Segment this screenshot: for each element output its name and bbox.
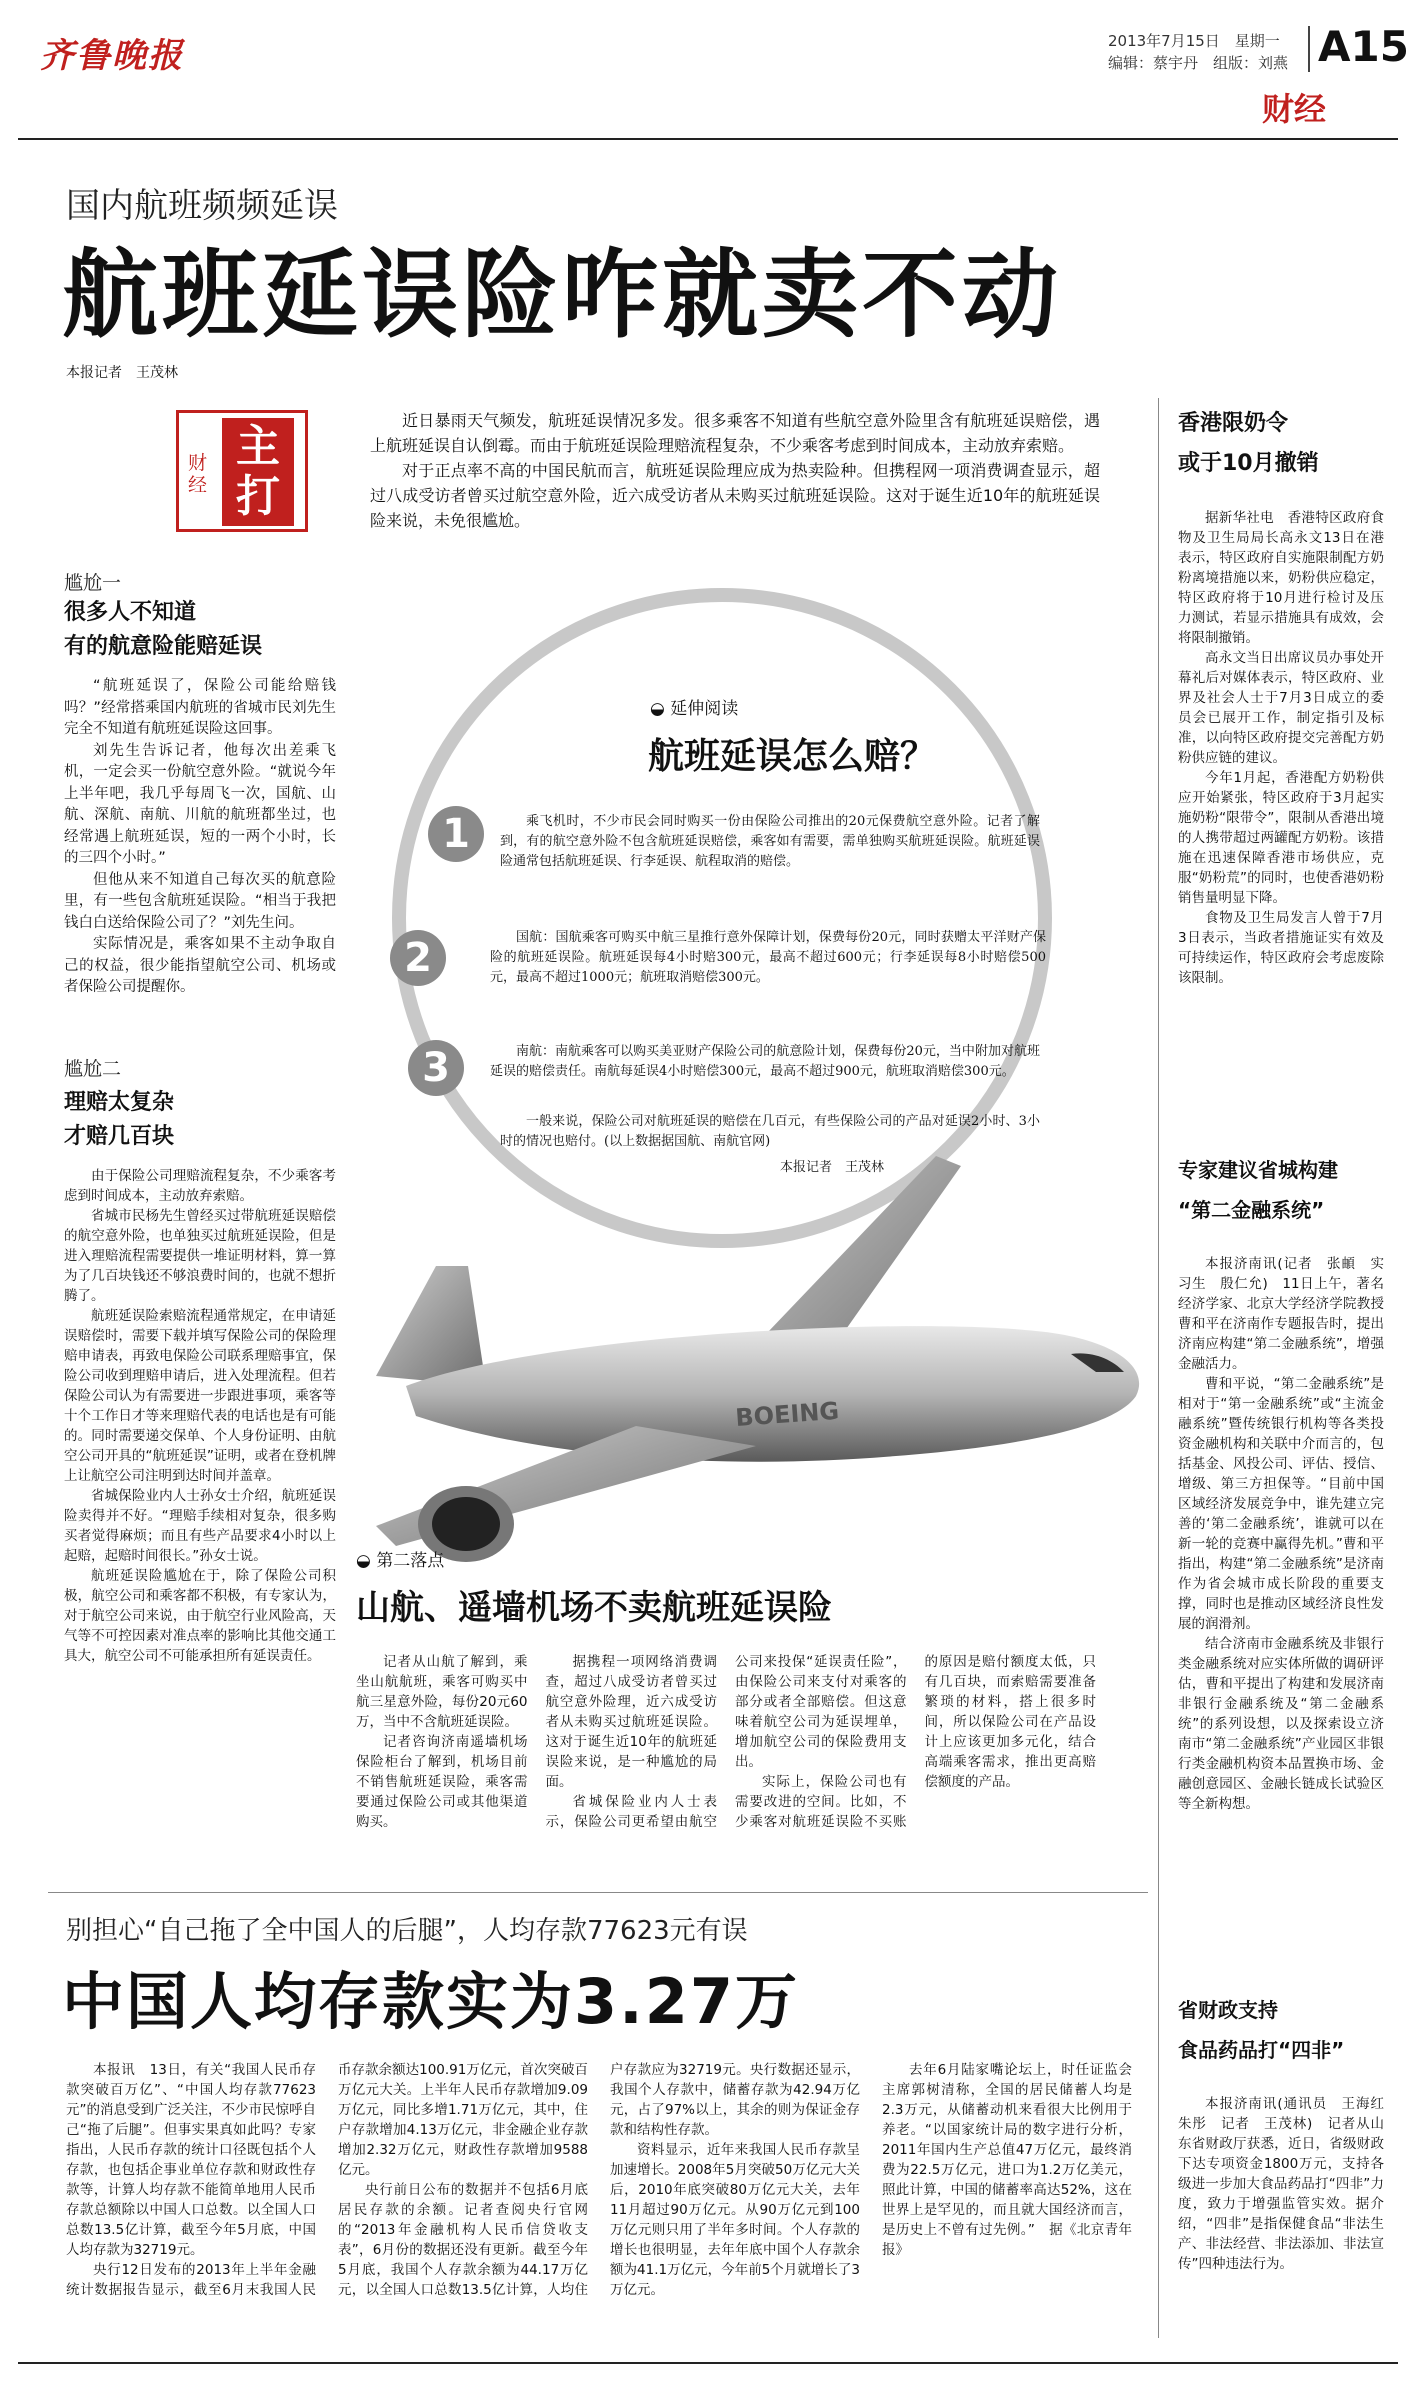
circle-item-text: 乘飞机时，不少市民会同时购买一份由保险公司推出的20元保费航空意外险。记者了解到，有的航空意外险不包含航班延误赔偿，乘客如有需要，需单独购买航班延误险。航班延误险通常包括航班延误、行李延误、航程取消的赔偿。 bbox=[500, 814, 1040, 869]
s2-body bbox=[64, 1166, 336, 1666]
side2-paragraph: 结合济南市金融系统及非银行类金融系统对应实体所做的调研评估，曹和平提出了构建和发展济南非银行金融系统及“第二金融系统”的系列设想，以及探索设立济南市“第二金融系统”产业园区非银行类金融机构资本品置换市场、金融创意园区、金融长链成长试验区等全新构想。 bbox=[1178, 1636, 1384, 1812]
section-name: 财经 bbox=[1262, 90, 1327, 128]
side1-paragraph: 食物及卫生局发言人曾于7月3日表示，当政者措施证实有效及可持续运作，特区政府会考虑废除该限制。 bbox=[1178, 910, 1384, 986]
s1-paragraph: 实际情况是，乘客如果不主动争取自己的权益，很少能指望航空公司、机场或者保险公司提醒你。 bbox=[64, 936, 336, 995]
s3-paragraph: 记者从山航了解到，乘坐山航航班，乘客可购买中航三星意外险，每份20元60万，当中不含航班延误险。 bbox=[356, 1654, 528, 1730]
side1-paragraph: 高永文当日出席议员办事处开幕礼后对媒体表示，特区政府、业界及社会人士于7月3日成立的委员会已展开工作，制定指引及标准，以向特区政府提交完善配方奶粉供应链的建议。 bbox=[1178, 650, 1384, 766]
s1-body bbox=[64, 676, 336, 999]
side3-body bbox=[1178, 2094, 1398, 2274]
side3-title: 省财政支持 食品药品打“四非” bbox=[1178, 1998, 1345, 2062]
badge-small-text: 财经 bbox=[188, 452, 208, 496]
side1-body bbox=[1178, 508, 1384, 988]
second-body bbox=[66, 2060, 1132, 2350]
side3-paragraph: 本报济南讯(通讯员 王海红 朱彤 记者 王茂林) 记者从山东省财政厅获悉，近日，省级财政下达专项资金1800万元，支持各级进一步加大食品药品打“四非”力度，致力于增强监管实效。据介绍，“四非”是指保健食品“非法生产、非法经营、非法添加、非法宣传”四种违法行为。 bbox=[1178, 2096, 1398, 2272]
airplane-brand-text: BOEING bbox=[734, 1396, 840, 1432]
s3-paragraph: 据携程一项网络消费调查，超过八成受访者曾买过航空意外险理，近六成受访者从未购买过航班延误险。这对于诞生近10年的航班延误险来说，是一种尴尬的局面。 bbox=[545, 1654, 717, 1790]
second-headline: 中国人均存款实为3.27万 bbox=[62, 1965, 799, 2038]
main-lead bbox=[370, 408, 1100, 533]
s2-paragraph: 航班延误险尴尬在于，除了保险公司积极，航空公司和乘客都不积极，有专家认为，对于航空公司来说，由于航空行业风险高，天气等不可控因素对准点率的影响比其他交通工具大，航空公司不可能承担所有延误责任。 bbox=[64, 1568, 336, 1664]
s1-paragraph: 但他从来不知道自己每次买的航意险里，有一些包含航班延误险。“相当于我把钱白白送给保险公司了？”刘先生问。 bbox=[64, 871, 336, 931]
second-paragraph: 资料显示，近年来我国人民币存款呈加速增长。2008年5月突破50万亿元大关后，2010年底突破80万亿元大关，去年11月超过90万亿元。从90万亿元到100万亿元则只用了半年多时间。个人存款的增长也很明显，去年年底中国个人存款余额为41.1万亿元，今年前5个月就增长了3万亿元。 bbox=[610, 2142, 860, 2298]
circle-item-number: 2 bbox=[390, 930, 446, 986]
editor-credits: 编辑：蔡宇丹 组版：刘燕 bbox=[1108, 54, 1289, 72]
newspaper-logo: 齐鲁晚报 bbox=[40, 36, 184, 76]
circle-item-number: 1 bbox=[428, 806, 484, 862]
badge-big-text: 主打 bbox=[222, 418, 294, 526]
second-paragraph: 去年6月陆家嘴论坛上，时任证监会主席郭树清称，全国的居民储蓄人均是2.3万元，从储蓄动机来看很大比例用于养老。“以国家统计局的数字进行分析，2011年国内生产总值47万亿元，最终消费为22.5万亿元，进口为1.2万亿美元，照此计算，中国的储蓄率高达52%，这在世界上是罕见的，而且就大国经济而言，是历史上不曾有过先例。” 据《北京青年报》 bbox=[882, 2062, 1132, 2258]
s1-label: 尴尬一 bbox=[64, 572, 122, 594]
circle-title: 航班延误怎么赔？ bbox=[648, 736, 937, 777]
circle-byline: 本报记者 王茂林 bbox=[780, 1160, 885, 1175]
s3-title: 山航、遥墙机场不卖航班延误险 bbox=[356, 1588, 832, 1628]
s3-paragraph: 省城保险业内人士表示，保险公司更希望由航空公司来投保“延误责任险”，由保险公司来支付对乘客的部分或者全部赔偿。但这意味着航空公司为延误埋单，增加航空公司的保险费用支出。 bbox=[545, 1654, 907, 1830]
airplane-engine-intake bbox=[432, 1497, 500, 1551]
circle-item-text: 南航：南航乘客可以购买美亚财产保险公司的航意险计划，保费每份20元，当中附加对航班延误的赔偿责任。南航每延误4小时赔偿300元，最高不超过900元，航班取消赔偿300元。 bbox=[490, 1044, 1040, 1079]
s1-title: 很多人不知道 有的航意险能赔延误 bbox=[64, 600, 263, 659]
masthead-divider bbox=[1308, 26, 1310, 72]
circle-kicker-text: 延伸阅读 bbox=[670, 699, 739, 719]
s2-paragraph: 省城市民杨先生曾经买过带航班延误赔偿的航空意外险，也单独买过航班延误险，但是进入理赔流程需要提供一堆证明材料，算一算为了几百块钱还不够浪费时间的，也就不想折腾了。 bbox=[64, 1208, 336, 1304]
s2-label: 尴尬二 bbox=[64, 1058, 122, 1080]
side2-paragraph: 曹和平说，“第二金融系统”是相对于“第一金融系统”或“主流金融系统”暨传统银行机构等各类投资金融机构和关联中介而言的，包括基金、风投公司、评估、授信、增级、第三方担保等。“目前中国区域经济发展竞争中，谁先建立完善的‘第二金融系统’，谁就可以在新一轮的竞赛中赢得先机。”曹和平指出，构建“第二金融系统”是济南作为省会城市成长阶段的重要支撑，同时也是推动区域经济良性发展的润滑剂。 bbox=[1178, 1376, 1384, 1632]
circle-item-text: 国航：国航乘客可购买中航三星推行意外保障计划，保费每份20元，同时获赠太平洋财产保险的航班延误险。航班延误每4小时赔300元，最高不超过600元；行李延误每8小时赔偿500元，最高不超过1000元；航班取消赔偿300元。 bbox=[490, 930, 1046, 985]
s3-paragraph: 实际上，保险公司也有需要改进的空间。比如，不少乘客对航班延误险不买账的原因是赔付额度太低，只有几百块，而索赔需要准备繁琐的材料，搭上很多时间，所以保险公司在产品设计上应该更加多元化，结合高端乘客需求，推出更高赔偿额度的产品。 bbox=[735, 1654, 1096, 1830]
s3-body bbox=[356, 1652, 1096, 1862]
side2-title: 专家建议省城构建 “第二金融系统” bbox=[1178, 1158, 1338, 1222]
page-number: A15 bbox=[1318, 22, 1409, 71]
s1-paragraph: 刘先生告诉记者，他每次出差乘飞机，一定会买一份航空意外险。“就说今年上半年吧，我几乎每周飞一次，国航、山航、深航、南航、川航的航班都坐过，也经常遇上航班延误，短的一两个小时，长的三四个小时。” bbox=[64, 742, 336, 866]
side2-body bbox=[1178, 1254, 1384, 1814]
main-headline: 航班延误险咋就卖不动 bbox=[62, 239, 1062, 351]
main-kicker: 国内航班频频延误 bbox=[66, 186, 338, 226]
bottom-rule bbox=[18, 2362, 1398, 2364]
feature-badge bbox=[176, 410, 316, 530]
side2-paragraph: 本报济南讯(记者 张頔 实习生 殷仁允) 11日上午，著名经济学家、北京大学经济学院教授曹和平在济南作专题报告时，提出济南应构建“第二金融系统”，增强金融活力。 bbox=[1178, 1256, 1384, 1372]
second-paragraph: 本报讯 13日，有关“我国人民币存款突破百万亿”、“中国人均存款77623元”的消息受到广泛关注，不少市民惊呼自己“拖了后腿”。但事实果真如此吗？专家指出，人民币存款的统计口径既包括个人存款，也包括企事业单位存款和财政性存款等，计算人均存款不能简单地用人民币存款总额除以中国人口总数。以全国人口总数13.5亿计算，截至今年5月底，中国人均存款为32719元。 bbox=[66, 2062, 316, 2258]
s3-kicker: ◒ 第二落点 bbox=[356, 1551, 445, 1571]
s3-kicker-text: 第二落点 bbox=[376, 1551, 445, 1571]
circle-kicker: ◒ 延伸阅读 bbox=[650, 699, 739, 719]
second-kicker: 别担心“自己拖了全中国人的后腿”，人均存款77623元有误 bbox=[66, 1916, 748, 1946]
side1-title: 香港限奶令 或于10月撤销 bbox=[1178, 411, 1319, 476]
s2-paragraph: 航班延误险索赔流程通常规定，在申请延误赔偿时，需要下载并填写保险公司的保险理赔申请表，再致电保险公司联系理赔事宜，保险公司收到理赔申请后，进入处理流程。但若保险公司认为有需要进一步跟进事项，乘客等十个工作日才等来理赔代表的电话也是有可能的。同时需要递交保单、个人身份证明、由航空公司开具的“航班延误”证明，或者在登机牌上让航空公司注明到达时间并盖章。 bbox=[64, 1308, 336, 1484]
main-byline: 本报记者 王茂林 bbox=[66, 365, 178, 381]
side1-paragraph: 据新华社电 香港特区政府食物及卫生局局长高永文13日在港表示，特区政府自实施限制配方奶粉离境措施以来，奶粉供应稳定，特区政府将于10月进行检讨及压力测试，若显示措施具有成效，会将限制撤销。 bbox=[1178, 510, 1384, 646]
s2-paragraph: 由于保险公司理赔流程复杂，不少乘客考虑到时间成本，主动放弃索赔。 bbox=[64, 1168, 336, 1204]
s3-paragraph: 记者咨询济南遥墙机场保险柜台了解到，机场目前不销售航班延误险，乘客需要通过保险公司或其他渠道购买。 bbox=[356, 1734, 528, 1830]
side1-paragraph: 今年1月起，香港配方奶粉供应开始紧张，特区政府于3月起实施奶粉“限带令”，限制从香港出境的人携带超过两罐配方奶粉。该措施在迅速保障香港市场供应，克服“奶粉荒”的同时，也使香港奶粉销售量明显下降。 bbox=[1178, 770, 1384, 906]
s1-paragraph: “航班延误了，保险公司能给赔钱吗？”经常搭乘国内航班的省城市民刘先生完全不知道有航班延误险这回事。 bbox=[64, 678, 336, 737]
masthead-rule bbox=[18, 138, 1398, 140]
second-paragraph: 央行12日发布的2013年上半年金融统计数据报告显示，截至6月末我国人民币存款余额达100.91万亿元，首次突破百万亿元大关。上半年人民币存款增加9.09万亿元，同比多增1.71万亿元，其中，住户存款增加4.13万亿元，非金融企业存款增加2.32万亿元，财政性存款增加9588亿元。 bbox=[66, 2062, 588, 2298]
circle-note: 一般来说，保险公司对航班延误的赔偿在几百元，有些保险公司的产品对延误2小时、3小时的情况也赔付。(以上数据据国航、南航官网) bbox=[500, 1114, 1040, 1149]
airplane-fuselage bbox=[406, 1326, 1139, 1462]
lead-paragraph: 对于正点率不高的中国民航而言，航班延误险理应成为热卖险种。但携程网一项消费调查显示，超过八成受访者曾买过航空意外险，近六成受访者从未购买过航班延误险。这对于诞生近10年的航班延误险来说，未免很尴尬。 bbox=[370, 461, 1100, 530]
second-paragraph: 央行前日公布的数据并不包括6月底居民存款的余额。记者查阅央行官网的“2013年金融机构人民币信贷收支表”，6月份的数据还没有更新。截至今年5月底，我国个人存款余额为44.17万亿元，以全国人口总数13.5亿计算，人均住户存款应为32719元。央行数据还显示，我国个人存款中，储蓄存款为42.94万亿元，占了97%以上，其余的则为保证金存款和结构性存款。 bbox=[338, 2062, 860, 2298]
column-divider bbox=[1158, 398, 1159, 2338]
s2-paragraph: 省城保险业内人士孙女士介绍，航班延误险卖得并不好。“理赔手续相对复杂，很多购买者觉得麻烦；而且有些产品要求4小时以上起赔，起赔时间很长。”孙女士说。 bbox=[64, 1488, 336, 1564]
circle-item-number: 3 bbox=[408, 1040, 464, 1096]
lead-paragraph: 近日暴雨天气频发，航班延误情况多发。很多乘客不知道有些航空意外险里含有航班延误赔偿，遇上航班延误自认倒霉。而由于航班延误险理赔流程复杂，不少乘客考虑到时间成本，主动放弃索赔。 bbox=[370, 411, 1100, 455]
airplane-illustration bbox=[336, 1126, 1156, 1566]
s2-title: 理赔太复杂 才赔几百块 bbox=[64, 1090, 175, 1149]
issue-date: 2013年7月15日 星期一 bbox=[1108, 32, 1280, 50]
story-divider bbox=[48, 1892, 1148, 1893]
